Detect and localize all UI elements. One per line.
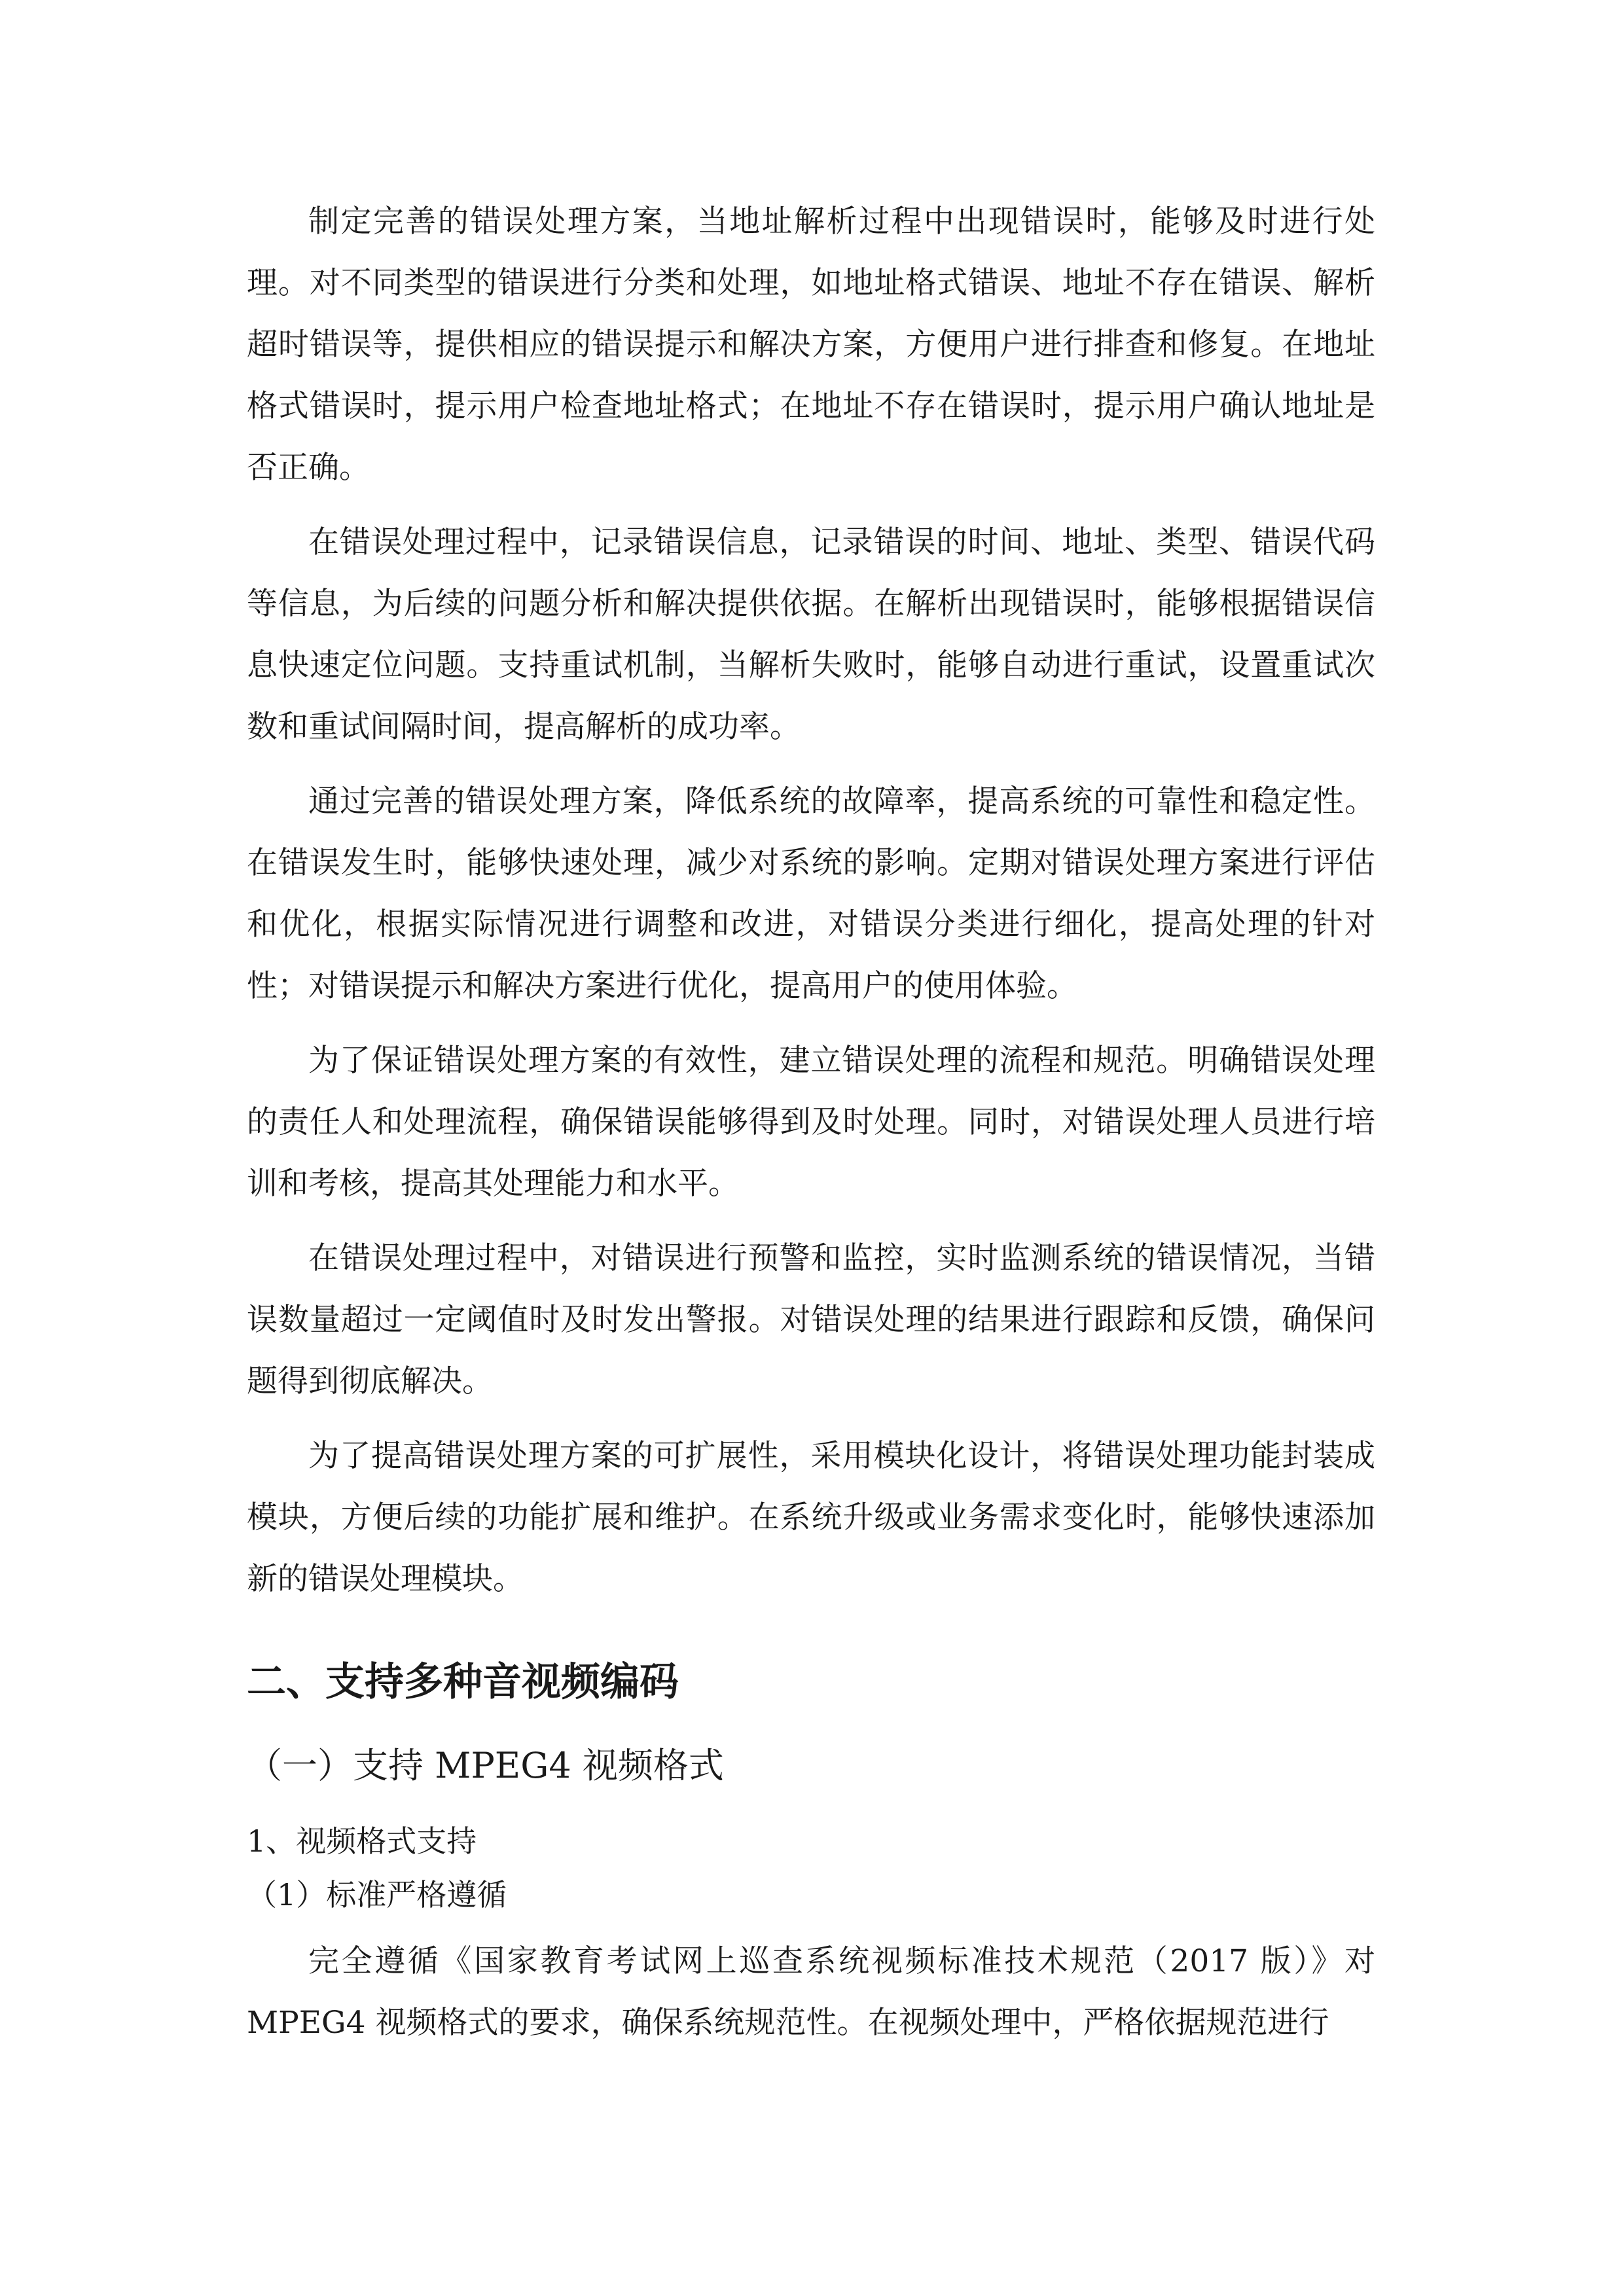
item-heading: 1、视频格式支持: [247, 1823, 477, 1859]
paragraph-error-logging: 在错误处理过程中，记录错误信息，记录错误的时间、地址、类型、错误代码等信息，为后续的问题分析和解决提供依据。在解析出现错误时，能够根据错误信息快速定位问题。支持重试机制，当解析失败时，能够自动进行重试，设置重试次数和重试间隔时间，提高解析的成功率。: [247, 524, 1375, 745]
paragraph-reliability: 通过完善的错误处理方案，降低系统的故障率，提高系统的可靠性和稳定性。在错误发生时，能够快速处理，减少对系统的影响。定期对错误处理方案进行评估和优化，根据实际情况进行调整和改进，对错误分类进行细化，提高处理的针对性；对错误提示和解决方案进行优化，提高用户的使用体验。: [247, 783, 1375, 1004]
paragraph-error-handling-plan: 制定完善的错误处理方案，当地址解析过程中出现错误时，能够及时进行处理。对不同类型的错误进行分类和处理，如地址格式错误、地址不存在错误、解析超时错误等，提供相应的错误提示和解决方案，方便用户进行排查和修复。在地址格式错误时，提示用户检查地址格式；在地址不存在错误时，提示用户确认地址是否正确。: [247, 204, 1375, 486]
document-body: [247, 191, 1375, 2067]
paragraph-monitoring: 在错误处理过程中，对错误进行预警和监控，实时监测系统的错误情况，当错误数量超过一定阈值时及时发出警报。对错误处理的结果进行跟踪和反馈，确保问题得到彻底解决。: [247, 1240, 1375, 1399]
section-heading: 二、支持多种音视频编码: [247, 1659, 679, 1705]
paragraph-standard-compliance: 完全遵循《国家教育考试网上巡查系统视频标准技术规范（2017 版）》对 MPEG4 视频格式的要求，确保系统规范性。在视频处理中，严格依据规范进行: [247, 1943, 1375, 2041]
subitem-heading: （1）标准严格遵循: [247, 1877, 507, 1912]
paragraph-process-standards: 为了保证错误处理方案的有效性，建立错误处理的流程和规范。明确错误处理的责任人和处理流程，确保错误能够得到及时处理。同时，对错误处理人员进行培训和考核，提高其处理能力和水平。: [247, 1043, 1375, 1202]
paragraph-modular-design: 为了提高错误处理方案的可扩展性，采用模块化设计，将错误处理功能封装成模块，方便后续的功能扩展和维护。在系统升级或业务需求变化时，能够快速添加新的错误处理模块。: [247, 1438, 1375, 1597]
subsection-heading: （一）支持 MPEG4 视频格式: [247, 1745, 724, 1786]
